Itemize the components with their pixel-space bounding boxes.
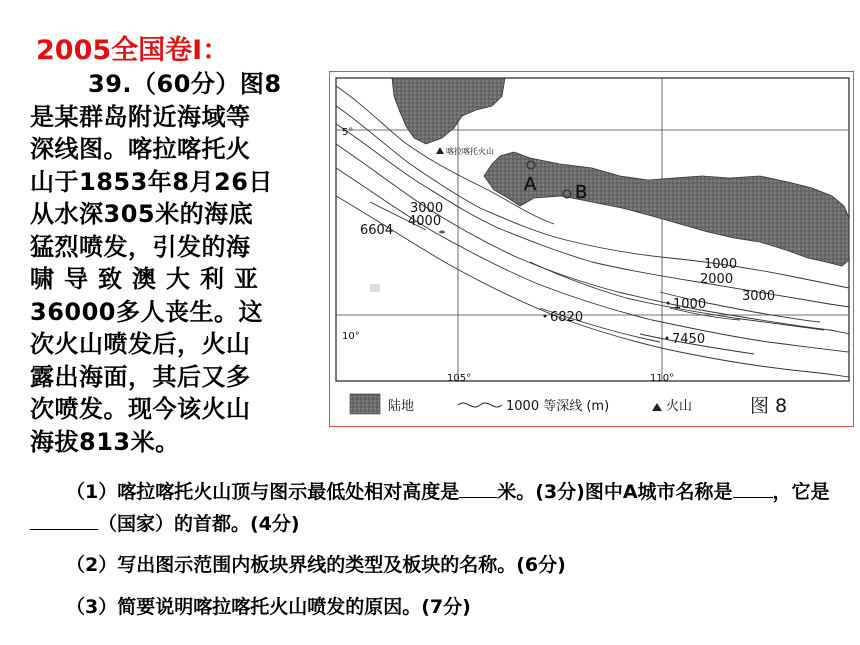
latitude-label-10: 10° bbox=[342, 331, 360, 342]
land-sumatra bbox=[392, 78, 505, 144]
depth-point bbox=[667, 302, 670, 305]
question-2: （2）写出图示范围内板块界线的类型及板块的名称。(6分) bbox=[66, 554, 566, 576]
figure-label: 图 8 bbox=[750, 395, 788, 417]
exam-title: 2005全国卷Ⅰ： bbox=[36, 35, 230, 66]
small-island bbox=[439, 231, 445, 234]
longitude-label-110: 110° bbox=[650, 373, 675, 384]
answer-blank-city[interactable] bbox=[733, 477, 773, 498]
longitude-label-105: 105° bbox=[447, 373, 472, 384]
volcano-label: 喀拉喀托火山 bbox=[446, 147, 494, 156]
isobath-map bbox=[329, 71, 854, 427]
city-b-label: B bbox=[575, 182, 588, 203]
legend-volcano-icon bbox=[652, 403, 662, 411]
map-svg bbox=[330, 72, 855, 428]
volcano-icon bbox=[436, 147, 444, 154]
answer-blank-country[interactable] bbox=[30, 509, 98, 530]
depth-label: 3000 bbox=[410, 201, 444, 216]
depth-label: 2000 bbox=[700, 272, 734, 287]
depth-label: 1000 bbox=[704, 257, 738, 272]
latitude-label-5: 5° bbox=[342, 127, 354, 138]
depth-point bbox=[666, 337, 669, 340]
question-intro: 39.（60分）图8 是某群岛附近海域等 深线图。喀拉喀托火 山于1853年8月26日 从水深305米的海底 猛烈喷发，引发的海 啸导致澳大利亚 36000多人丧生。这 次火山喷发后，火山 露出海面，其后又多 次喷发。现今该火山 海拔813米。 bbox=[30, 70, 282, 456]
answer-blank-height[interactable] bbox=[459, 477, 497, 498]
legend-volcano-label: 火山 bbox=[666, 399, 693, 414]
city-a-label: A bbox=[524, 174, 537, 195]
depth-label: 6604 bbox=[360, 223, 394, 238]
land-java bbox=[484, 152, 849, 266]
depth-label: 6820 bbox=[550, 310, 584, 325]
depth-label: 1000 bbox=[673, 297, 707, 312]
legend-isobath-label: 1000 等深线 (m) bbox=[506, 399, 610, 414]
legend-land-swatch bbox=[350, 394, 380, 414]
legend-land-label: 陆地 bbox=[388, 399, 415, 414]
depth-label: 3000 bbox=[742, 289, 776, 304]
question-1: （1）喀拉喀托火山顶与图示最低处相对高度是 米。(3分)图中A城市名称是 ，它是（国家）的首都。(4分) bbox=[30, 476, 840, 540]
legend-isobath-line bbox=[458, 403, 502, 407]
question-3: （3）简要说明喀拉喀托火山喷发的原因。(7分) bbox=[66, 596, 471, 618]
map-smudge bbox=[370, 284, 380, 292]
depth-point bbox=[544, 315, 547, 318]
depth-label: 7450 bbox=[672, 332, 706, 347]
question-number: 39.（60分） bbox=[88, 70, 240, 98]
depth-label: 4000 bbox=[408, 214, 442, 229]
